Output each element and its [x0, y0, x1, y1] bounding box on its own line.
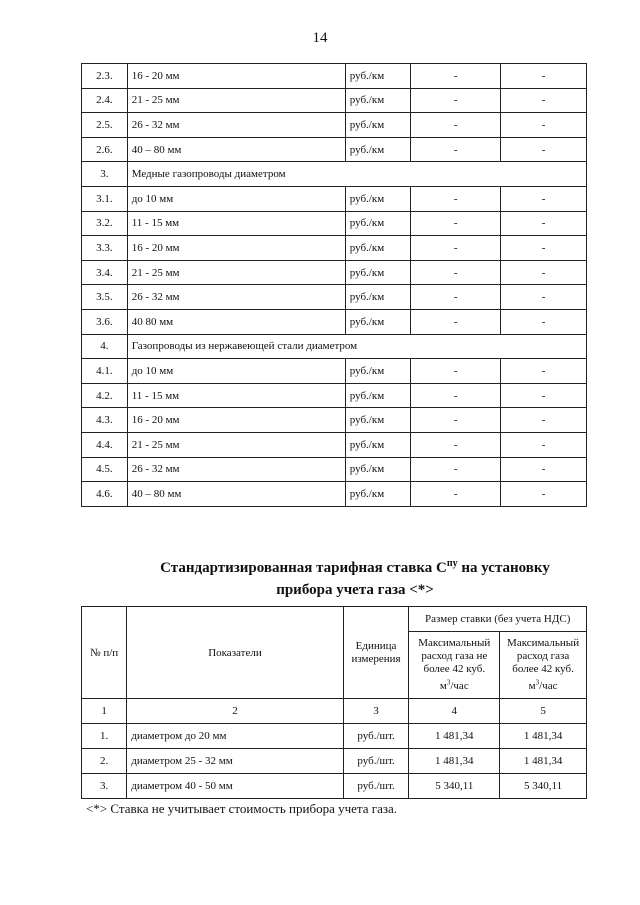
row-name: до 10 мм [127, 359, 345, 384]
table-row [82, 432, 587, 457]
meter-install-rates-table [81, 606, 587, 799]
row-num: 4.4. [82, 432, 128, 457]
table-row [82, 309, 587, 334]
row-name: 16 - 20 мм [127, 408, 345, 433]
row-unit: руб./км [345, 137, 410, 162]
table-row [82, 724, 587, 749]
section-row [82, 334, 587, 359]
row-value-4: 1 481,34 [409, 724, 500, 749]
row-unit: руб./км [345, 457, 410, 482]
header-col5-l2: расход газа [516, 650, 570, 663]
row-name: до 10 мм [127, 186, 345, 211]
row-name: диаметром 40 - 50 мм [127, 774, 343, 799]
header-indicator: Показатели [127, 607, 343, 699]
row-name: 16 - 20 мм [127, 236, 345, 261]
title-line2: прибора учета газа <*> [276, 582, 434, 598]
header-rate: Размер ставки (без учета НДС) [409, 607, 587, 632]
row-num: 4.5. [82, 457, 128, 482]
row-unit: руб./км [345, 64, 410, 89]
row-value-2: - [501, 432, 587, 457]
row-unit: руб./км [345, 236, 410, 261]
row-value-2: - [501, 64, 587, 89]
row-value-2: - [501, 457, 587, 482]
index-cell: 4 [409, 699, 500, 724]
row-value-1: - [411, 408, 501, 433]
row-num: 3.3. [82, 236, 128, 261]
row-value-1: - [411, 113, 501, 138]
table-row [82, 774, 587, 799]
title-superscript: пу [446, 558, 458, 569]
header-col4-l2: расход газа не [421, 650, 488, 663]
row-name: 11 - 15 мм [127, 383, 345, 408]
table-row [82, 482, 587, 507]
row-unit: руб./км [345, 359, 410, 384]
row-value-2: - [501, 309, 587, 334]
unit-per-hour: /час [450, 679, 469, 692]
table-row [82, 260, 587, 285]
row-name: 40 80 мм [127, 309, 345, 334]
page-number: 14 [312, 30, 328, 46]
row-value-4: 5 340,11 [409, 774, 500, 799]
row-name: 26 - 32 мм [127, 113, 345, 138]
section-title [0, 553, 640, 601]
header-col4 [409, 632, 500, 699]
header-unit [343, 607, 409, 699]
unit-per-hour: /час [539, 679, 558, 692]
row-name: 26 - 32 мм [127, 457, 345, 482]
row-unit: руб./шт. [343, 774, 409, 799]
table-row [82, 457, 587, 482]
row-value-5: 1 481,34 [500, 724, 587, 749]
row-value-2: - [501, 137, 587, 162]
row-num: 4.2. [82, 383, 128, 408]
row-num: 2.6. [82, 137, 128, 162]
row-value-1: - [411, 88, 501, 113]
row-unit: руб./км [345, 113, 410, 138]
table-row [82, 383, 587, 408]
section-heading: Газопроводы из нержавеющей стали диаметром [127, 334, 586, 359]
row-num: 4. [82, 334, 128, 359]
row-num: 3.2. [82, 211, 128, 236]
row-value-2: - [501, 211, 587, 236]
table-header-row [82, 607, 587, 632]
row-value-1: - [411, 359, 501, 384]
row-unit: руб./шт. [343, 749, 409, 774]
row-name: 40 – 80 мм [127, 137, 345, 162]
row-unit: руб./шт. [343, 724, 409, 749]
row-name: 11 - 15 мм [127, 211, 345, 236]
row-value-2: - [501, 113, 587, 138]
title-part1: Стандартизированная тарифная ставка С [160, 560, 447, 576]
row-name: 21 - 25 мм [127, 88, 345, 113]
row-value-2: - [501, 236, 587, 261]
header-col4-unit [440, 680, 469, 692]
row-name: диаметром до 20 мм [127, 724, 343, 749]
row-num: 2.3. [82, 64, 128, 89]
row-value-1: - [411, 432, 501, 457]
table-row [82, 88, 587, 113]
table-row [82, 285, 587, 310]
row-num: 3.6. [82, 309, 128, 334]
row-unit: руб./км [345, 211, 410, 236]
unit-m-sup: 3 [535, 678, 540, 687]
section-row [82, 162, 587, 187]
row-num: 2.5. [82, 113, 128, 138]
row-name: 40 – 80 мм [127, 482, 345, 507]
row-unit: руб./км [345, 432, 410, 457]
row-unit: руб./км [345, 285, 410, 310]
header-col4-l3: более 42 куб. [423, 663, 486, 676]
row-unit: руб./км [345, 260, 410, 285]
row-value-1: - [411, 482, 501, 507]
table-row [82, 113, 587, 138]
row-num: 4.6. [82, 482, 128, 507]
row-num: 3.4. [82, 260, 128, 285]
index-cell: 1 [82, 699, 127, 724]
row-value-2: - [501, 285, 587, 310]
table-row [82, 211, 587, 236]
unit-m: м [439, 679, 447, 692]
row-num: 1. [82, 724, 127, 749]
title-part2: на установку [457, 560, 550, 576]
row-value-1: - [411, 211, 501, 236]
row-num: 4.3. [82, 408, 128, 433]
row-num: 4.1. [82, 359, 128, 384]
table-row [82, 749, 587, 774]
index-row [82, 699, 587, 724]
row-unit: руб./км [345, 88, 410, 113]
row-name: 26 - 32 мм [127, 285, 345, 310]
row-value-1: - [411, 383, 501, 408]
table-row [82, 359, 587, 384]
row-value-1: - [411, 236, 501, 261]
row-unit: руб./км [345, 186, 410, 211]
index-cell: 2 [127, 699, 343, 724]
row-value-4: 1 481,34 [409, 749, 500, 774]
row-num: 3. [82, 774, 127, 799]
row-value-1: - [411, 260, 501, 285]
row-value-5: 1 481,34 [500, 749, 587, 774]
row-unit: руб./км [345, 408, 410, 433]
header-num: № п/п [82, 607, 127, 699]
row-num: 3. [82, 162, 128, 187]
row-value-1: - [411, 186, 501, 211]
row-value-2: - [501, 260, 587, 285]
row-num: 2. [82, 749, 127, 774]
row-value-5: 5 340,11 [500, 774, 587, 799]
row-value-1: - [411, 64, 501, 89]
unit-m: м [528, 679, 536, 692]
row-value-1: - [411, 285, 501, 310]
row-value-2: - [501, 359, 587, 384]
footnote: <*> Ставка не учитывает стоимость прибора учета газа. [86, 801, 398, 816]
header-unit-line2: измерения [351, 652, 401, 665]
pipeline-rates-table [81, 63, 587, 507]
row-num: 2.4. [82, 88, 128, 113]
header-col5-l3: более 42 куб. [512, 663, 574, 676]
row-value-1: - [411, 457, 501, 482]
header-col5 [500, 632, 587, 699]
row-num: 3.1. [82, 186, 128, 211]
row-unit: руб./км [345, 309, 410, 334]
header-col5-unit [529, 680, 558, 692]
row-name: 16 - 20 мм [127, 64, 345, 89]
table-row [82, 236, 587, 261]
header-col4-l1: Максимальный [418, 637, 491, 650]
section-heading: Медные газопроводы диаметром [127, 162, 586, 187]
row-value-2: - [501, 186, 587, 211]
row-name: 21 - 25 мм [127, 432, 345, 457]
table-row [82, 408, 587, 433]
row-name: 21 - 25 мм [127, 260, 345, 285]
row-unit: руб./км [345, 482, 410, 507]
row-value-1: - [411, 137, 501, 162]
row-num: 3.5. [82, 285, 128, 310]
row-unit: руб./км [345, 383, 410, 408]
table-row [82, 186, 587, 211]
row-value-2: - [501, 482, 587, 507]
row-value-2: - [501, 408, 587, 433]
row-name: диаметром 25 - 32 мм [127, 749, 343, 774]
table-row [82, 64, 587, 89]
index-cell: 3 [343, 699, 409, 724]
unit-m-sup: 3 [446, 678, 451, 687]
header-unit-line1: Единица [355, 639, 397, 652]
row-value-1: - [411, 309, 501, 334]
header-col5-l1: Максимальный [507, 637, 580, 650]
row-value-2: - [501, 383, 587, 408]
table-row [82, 137, 587, 162]
index-cell: 5 [500, 699, 587, 724]
row-value-2: - [501, 88, 587, 113]
